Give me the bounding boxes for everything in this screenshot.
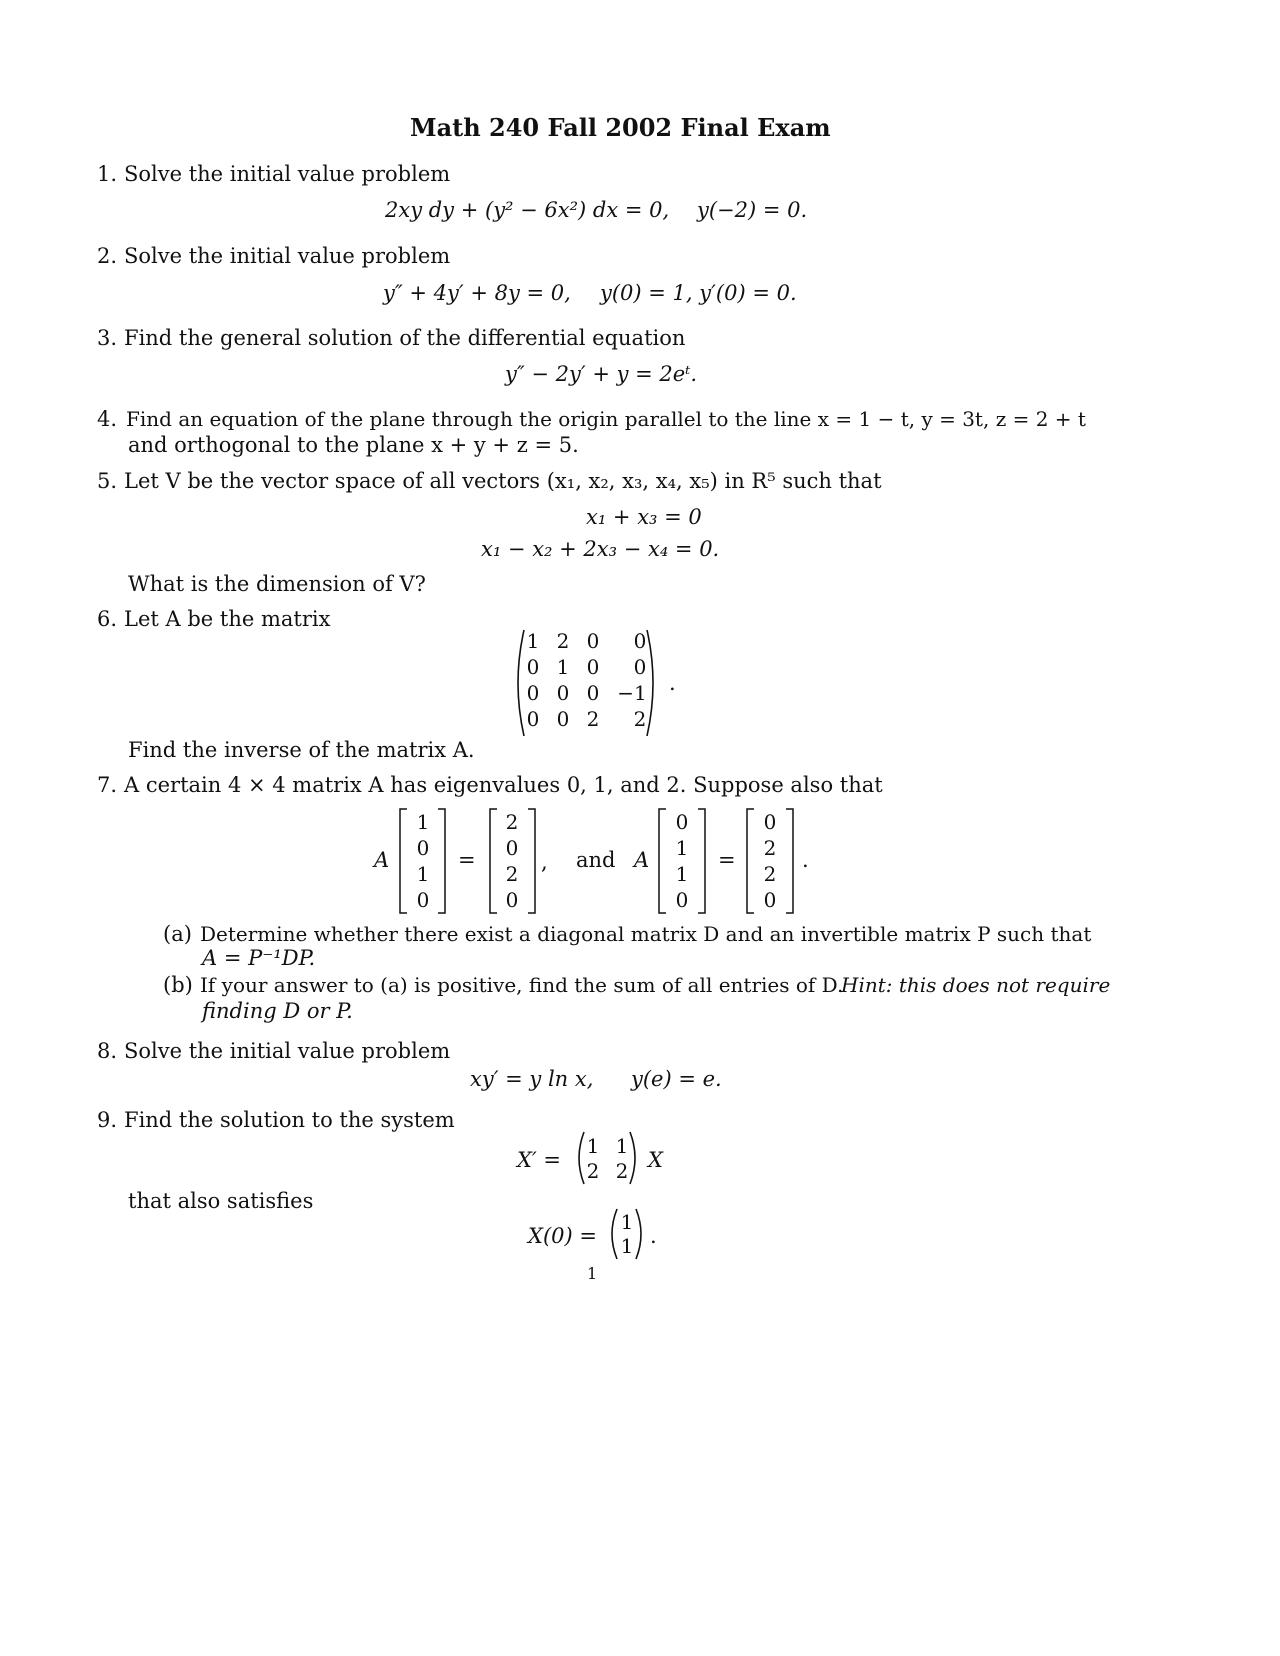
problem-7-text: A certain 4 × 4 matrix A has eigenvalues 0, 1, and 2. Suppose also that bbox=[124, 773, 883, 797]
matrix-cell: 0 bbox=[556, 707, 570, 731]
ic-vector-right-paren bbox=[634, 1207, 646, 1261]
problem-6-number: 6. bbox=[97, 607, 118, 631]
matrix-cell: 1 bbox=[615, 1134, 629, 1158]
matrix-cell: 2 bbox=[586, 1159, 600, 1183]
vector-entry: 0 bbox=[763, 810, 777, 834]
problem-9-text-continued: that also satisfies bbox=[128, 1189, 314, 1213]
problem-8-equation: xy′ = y ln x, bbox=[470, 1067, 594, 1091]
page-title: Math 240 Fall 2002 Final Exam bbox=[410, 113, 831, 142]
ic-vector-left-paren bbox=[607, 1207, 619, 1261]
problem-4-number: 4. bbox=[97, 407, 118, 431]
matrix-cell: 2 bbox=[556, 629, 570, 653]
vector-entry: 2 bbox=[505, 810, 519, 834]
bracket-v2-right bbox=[697, 808, 707, 914]
problem-5-question: What is the dimension of V? bbox=[128, 572, 426, 596]
problem-8-number: 8. bbox=[97, 1039, 118, 1063]
problem-1-initial-condition: y(−2) = 0. bbox=[697, 198, 808, 222]
problem-2-equation: y″ + 4y′ + 8y = 0, bbox=[383, 281, 571, 305]
bracket-w1-left bbox=[488, 808, 498, 914]
matrix-cell: 0 bbox=[526, 681, 540, 705]
matrix-cell: 0 bbox=[526, 655, 540, 679]
matrix-a-label-2: A bbox=[634, 848, 650, 872]
matrix-cell: 2 bbox=[615, 1159, 629, 1183]
bracket-w2-right bbox=[785, 808, 795, 914]
system-matrix-right-paren bbox=[628, 1130, 640, 1186]
problem-2-text: Solve the initial value problem bbox=[124, 244, 451, 268]
vector-entry: 0 bbox=[416, 836, 430, 860]
matrix-cell: 1 bbox=[586, 1134, 600, 1158]
problem-5-text: Let V be the vector space of all vectors (x₁, x₂, x₃, x₄, x₅) in R⁵ such that bbox=[124, 469, 882, 493]
vector-entry: 1 bbox=[675, 836, 689, 860]
matrix-cell: 0 bbox=[633, 655, 647, 679]
matrix-cell: 2 bbox=[633, 707, 647, 731]
matrix-cell: 1 bbox=[526, 629, 540, 653]
vector-entry: 0 bbox=[675, 810, 689, 834]
vector-entry: 0 bbox=[505, 836, 519, 860]
problem-1-text: Solve the initial value problem bbox=[124, 162, 451, 186]
part-a-text: Determine whether there exist a diagonal matrix D and an invertible matrix P such that bbox=[200, 922, 1092, 946]
part-b-text: If your answer to (a) is positive, find the sum of all entries of D. bbox=[200, 973, 844, 997]
vector-entry: 0 bbox=[505, 888, 519, 912]
problem-3-equation: y″ − 2y′ + y = 2eᵗ. bbox=[505, 362, 698, 386]
part-b-hint: Hint: this does not require bbox=[841, 973, 1111, 997]
problem-6-text: Let A be the matrix bbox=[124, 607, 331, 631]
initial-condition-lhs: X(0) = bbox=[528, 1224, 597, 1248]
problem-6-left-paren bbox=[512, 628, 526, 738]
system-matrix-left-paren bbox=[574, 1130, 586, 1186]
vector-entry: 1 bbox=[675, 862, 689, 886]
problem-5-equation-2: x₁ − x₂ + 2x₃ − x₄ = 0. bbox=[481, 537, 720, 561]
vector-entry: 0 bbox=[675, 888, 689, 912]
problem-3-text: Find the general solution of the differential equation bbox=[124, 326, 686, 350]
matrix-cell: −1 bbox=[617, 681, 647, 705]
problem-4-text: Find an equation of the plane through the origin parallel to the line x = 1 − t, y = 3t, z = 2 + t bbox=[126, 407, 1086, 431]
problem-1-number: 1. bbox=[97, 162, 118, 186]
matrix-cell: 0 bbox=[556, 681, 570, 705]
bracket-v1-left bbox=[398, 808, 408, 914]
vector-entry: 0 bbox=[416, 888, 430, 912]
problem-2-number: 2. bbox=[97, 244, 118, 268]
problem-6-question: Find the inverse of the matrix A. bbox=[128, 738, 475, 762]
page-number: 1 bbox=[587, 1264, 598, 1283]
problem-7-period: . bbox=[802, 848, 809, 872]
vector-entry: 2 bbox=[763, 836, 777, 860]
and-text: and bbox=[576, 848, 616, 872]
bracket-w2-left bbox=[745, 808, 755, 914]
problem-9-number: 9. bbox=[97, 1108, 118, 1132]
problem-5-number: 5. bbox=[97, 469, 118, 493]
equals-sign-1: = bbox=[458, 848, 476, 872]
vector-entry: 0 bbox=[763, 888, 777, 912]
problem-7-number: 7. bbox=[97, 773, 118, 797]
matrix-cell: 2 bbox=[586, 707, 600, 731]
system-rhs: X bbox=[648, 1148, 663, 1172]
problem-8-initial-condition: y(e) = e. bbox=[631, 1067, 722, 1091]
problem-4-text-continued: and orthogonal to the plane x + y + z = 5. bbox=[128, 433, 579, 457]
problem-5-equation-1: x₁ + x₃ = 0 bbox=[586, 505, 702, 529]
bracket-v1-right bbox=[437, 808, 447, 914]
problem-9-text: Find the solution to the system bbox=[124, 1108, 455, 1132]
matrix-cell: 0 bbox=[526, 707, 540, 731]
comma: , bbox=[541, 850, 548, 874]
bracket-v2-left bbox=[657, 808, 667, 914]
problem-2-initial-conditions: y(0) = 1, y′(0) = 0. bbox=[600, 281, 797, 305]
vector-entry: 2 bbox=[505, 862, 519, 886]
part-b-label: (b) bbox=[163, 973, 193, 997]
vector-entry: 2 bbox=[763, 862, 777, 886]
system-lhs: X′ = bbox=[517, 1148, 561, 1172]
problem-6-right-paren bbox=[645, 628, 659, 738]
vector-entry: 1 bbox=[416, 862, 430, 886]
equals-sign-2: = bbox=[718, 848, 736, 872]
matrix-cell: 0 bbox=[633, 629, 647, 653]
matrix-cell: 0 bbox=[586, 681, 600, 705]
matrix-cell: 0 bbox=[586, 655, 600, 679]
vector-entry: 1 bbox=[620, 1234, 634, 1258]
part-a-equation: A = P⁻¹DP. bbox=[202, 946, 316, 970]
problem-9-period: . bbox=[650, 1224, 657, 1248]
bracket-w1-right bbox=[527, 808, 537, 914]
matrix-a-label-1: A bbox=[374, 848, 390, 872]
problem-1-equation: 2xy dy + (y² − 6x²) dx = 0, bbox=[385, 198, 670, 222]
problem-6-matrix-period: . bbox=[669, 671, 676, 695]
problem-3-number: 3. bbox=[97, 326, 118, 350]
part-b-text-continued: finding D or P. bbox=[202, 999, 353, 1023]
problem-8-text: Solve the initial value problem bbox=[124, 1039, 451, 1063]
matrix-cell: 1 bbox=[556, 655, 570, 679]
part-a-label: (a) bbox=[163, 922, 192, 946]
matrix-cell: 0 bbox=[586, 629, 600, 653]
vector-entry: 1 bbox=[620, 1210, 634, 1234]
vector-entry: 1 bbox=[416, 810, 430, 834]
